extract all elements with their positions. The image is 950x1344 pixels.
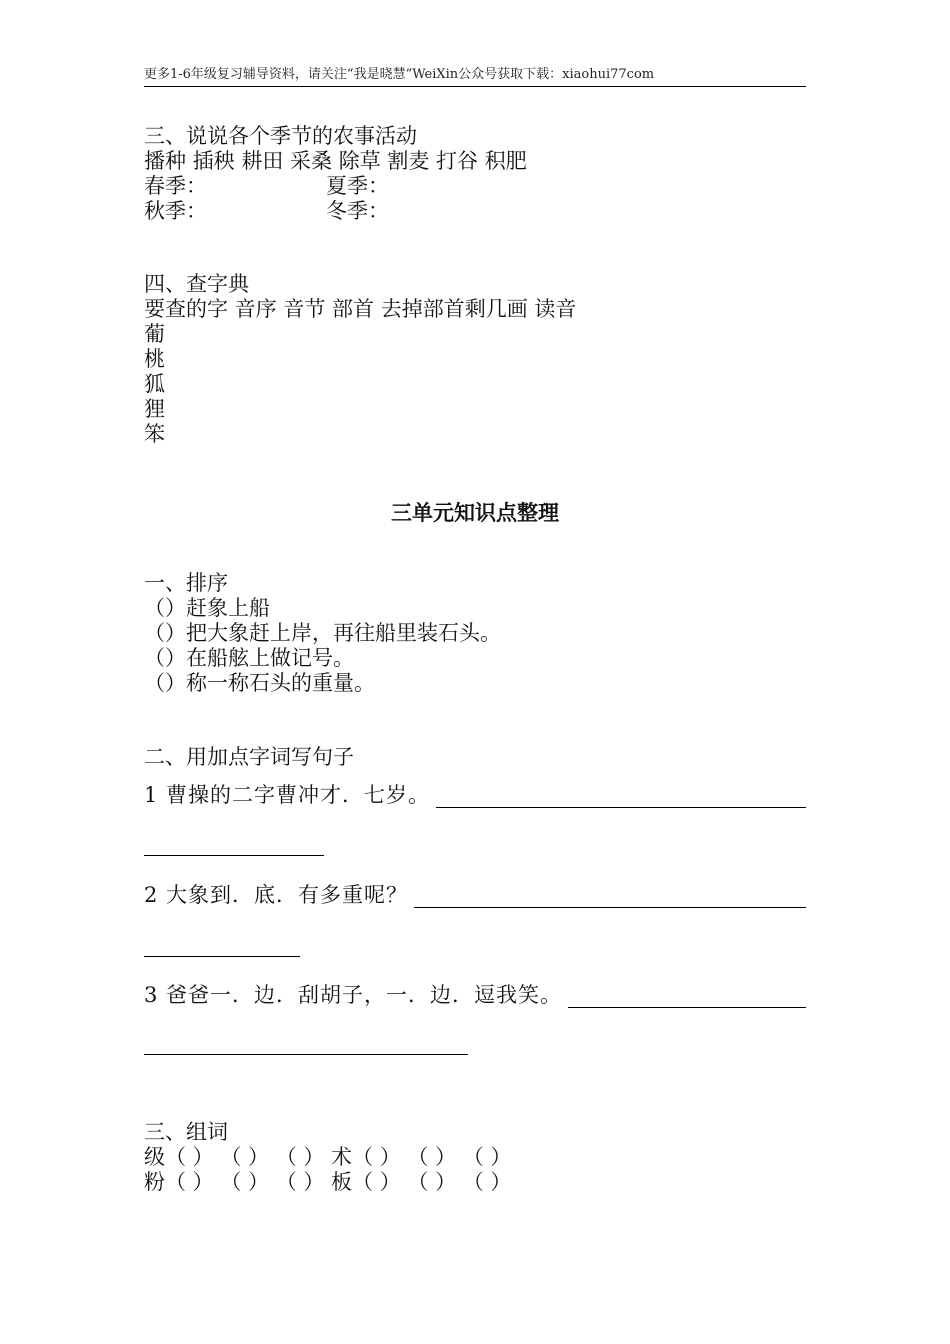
sentence-row-1 <box>144 782 806 808</box>
ordering-item: （）赶象上船 <box>144 596 270 620</box>
ordering-item: （）把大象赶上岸，再往船里装石头。 <box>144 621 501 645</box>
dictionary-char: 狸 <box>144 397 165 421</box>
words-row: 级（ ） （ ） （ ） 术（ ） （ ） （ ） <box>144 1145 512 1169</box>
dictionary-char: 桃 <box>144 347 165 371</box>
summer-label: 夏季： <box>326 174 389 198</box>
spring-summer-row <box>144 174 389 199</box>
dictionary-char: 葡 <box>144 322 165 346</box>
answer-line[interactable] <box>568 985 806 1008</box>
dictionary-columns: 要查的字 音序 音节 部首 去掉部首剩几画 读音 <box>144 297 577 321</box>
words-heading: 三、组词 <box>144 1120 228 1144</box>
sentence-prompt: 3 爸爸一．边．刮胡子，一．边．逗我笑。 <box>144 983 563 1007</box>
sentence-row-3 <box>144 982 806 1008</box>
sentence-row-2 <box>144 882 806 908</box>
winter-label: 冬季： <box>326 199 389 223</box>
ordering-item: （）在船舷上做记号。 <box>144 646 354 670</box>
sentence-prompt: 2 大象到．底．有多重呢？ <box>144 883 409 907</box>
answer-line-continuation[interactable] <box>144 855 324 856</box>
farm-activities: 播种 插秧 耕田 采桑 除草 割麦 打谷 积肥 <box>144 149 527 173</box>
dictionary-char: 笨 <box>144 422 165 446</box>
sentences-heading: 二、用加点字词写句子 <box>144 745 354 769</box>
answer-line[interactable] <box>414 885 806 908</box>
seasons-heading: 三、说说各个季节的农事活动 <box>144 124 417 148</box>
page-header: 更多1-6年级复习辅导资料，请关注“我是晓慧”WeiXin公众号获取下载：xiaohui77com <box>144 66 806 87</box>
dictionary-heading: 四、查字典 <box>144 272 249 296</box>
ordering-item: （）称一称石头的重量。 <box>144 671 375 695</box>
words-row: 粉（ ） （ ） （ ） 板（ ） （ ） （ ） <box>144 1170 512 1194</box>
answer-line-continuation[interactable] <box>144 956 300 957</box>
ordering-heading: 一、排序 <box>144 571 228 595</box>
autumn-label: 秋季： <box>144 199 207 223</box>
sentence-prompt: 1 曹操的二字曹冲才．七岁。 <box>144 783 431 807</box>
answer-line-continuation[interactable] <box>144 1054 468 1055</box>
answer-line[interactable] <box>436 785 806 808</box>
dictionary-char: 狐 <box>144 372 165 396</box>
unit-title: 三单元知识点整理 <box>391 501 559 525</box>
autumn-winter-row <box>144 199 389 224</box>
spring-label: 春季： <box>144 174 207 198</box>
